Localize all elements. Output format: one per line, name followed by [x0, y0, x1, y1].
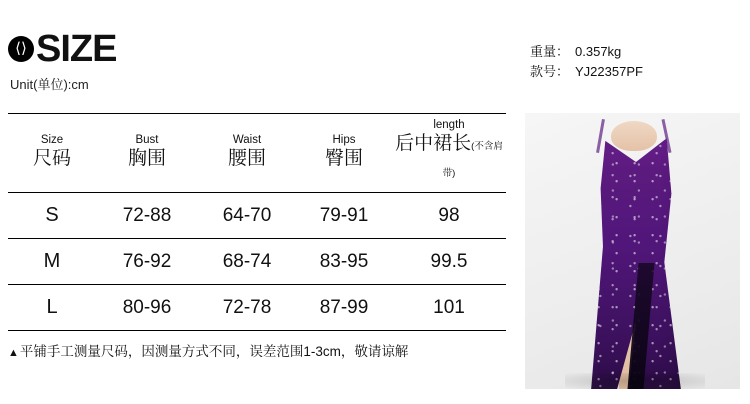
- cell-length: 98: [392, 193, 506, 239]
- cell-length: 99.5: [392, 239, 506, 285]
- header-en-size: Size: [40, 134, 64, 146]
- cell-size: S: [8, 193, 96, 239]
- cell-hips: 79-91: [296, 193, 392, 239]
- header-en-length: length: [433, 119, 465, 131]
- header-cn-length-text: 后中裙长: [395, 133, 472, 154]
- cell-length: 101: [392, 285, 506, 331]
- size-table-block: [8, 113, 506, 331]
- circle-logo-icon: ⟨⟩: [8, 36, 34, 62]
- header-cn-waist: 腰围: [227, 148, 266, 169]
- cell-bust: 80-96: [96, 285, 198, 331]
- measurement-footnote: [8, 340, 408, 360]
- header-cell-size: [8, 114, 96, 193]
- header: [0, 0, 750, 104]
- style-row: [530, 62, 740, 82]
- cell-hips: 87-99: [296, 285, 392, 331]
- header-cell-bust: [96, 114, 198, 193]
- weight-row: [530, 42, 740, 62]
- header-en-bust: Bust: [135, 134, 159, 146]
- header-cn-length-note: (不含肩带): [442, 141, 503, 179]
- floor-shadow: [565, 373, 705, 389]
- cell-waist: 64-70: [198, 193, 296, 239]
- table-row: [8, 193, 506, 239]
- product-meta: [530, 42, 740, 82]
- triangle-icon: ▲: [8, 347, 19, 359]
- unit-label: Unit(单位):cm: [10, 77, 89, 92]
- header-cn-hips: 臀围: [324, 148, 363, 169]
- footnote-text: 平铺手工测量尺码，因测量方式不同，误差范围1-3cm，敬请谅解: [19, 344, 409, 359]
- weight-label: 重量：: [530, 44, 570, 59]
- cell-hips: 83-95: [296, 239, 392, 285]
- model-figure: [525, 113, 740, 389]
- page-title: SIZE: [36, 28, 117, 70]
- main-content: [0, 104, 750, 404]
- style-label: 款号：: [530, 64, 570, 79]
- weight-value: 0.357kg: [575, 44, 622, 59]
- header-cell-length: [392, 114, 506, 193]
- table-header-row: [8, 114, 506, 193]
- cell-waist: 68-74: [198, 239, 296, 285]
- header-en-hips: Hips: [332, 134, 356, 146]
- header-cell-waist: [198, 114, 296, 193]
- header-en-waist: Waist: [232, 134, 262, 146]
- product-photo: [525, 113, 740, 389]
- size-chart-table: [8, 113, 506, 331]
- model-chest: [611, 121, 657, 151]
- table-row: [8, 239, 506, 285]
- cell-bust: 76-92: [96, 239, 198, 285]
- cell-bust: 72-88: [96, 193, 198, 239]
- cell-size: L: [8, 285, 96, 331]
- cell-size: M: [8, 239, 96, 285]
- header-cn-size: 尺码: [32, 148, 71, 169]
- size-title-group: [8, 30, 116, 68]
- table-row: [8, 285, 506, 331]
- header-cn-length: [392, 132, 506, 186]
- cell-waist: 72-78: [198, 285, 296, 331]
- style-value: YJ22357PF: [575, 64, 643, 79]
- header-cell-hips: [296, 114, 392, 193]
- header-cn-bust: 胸围: [127, 148, 166, 169]
